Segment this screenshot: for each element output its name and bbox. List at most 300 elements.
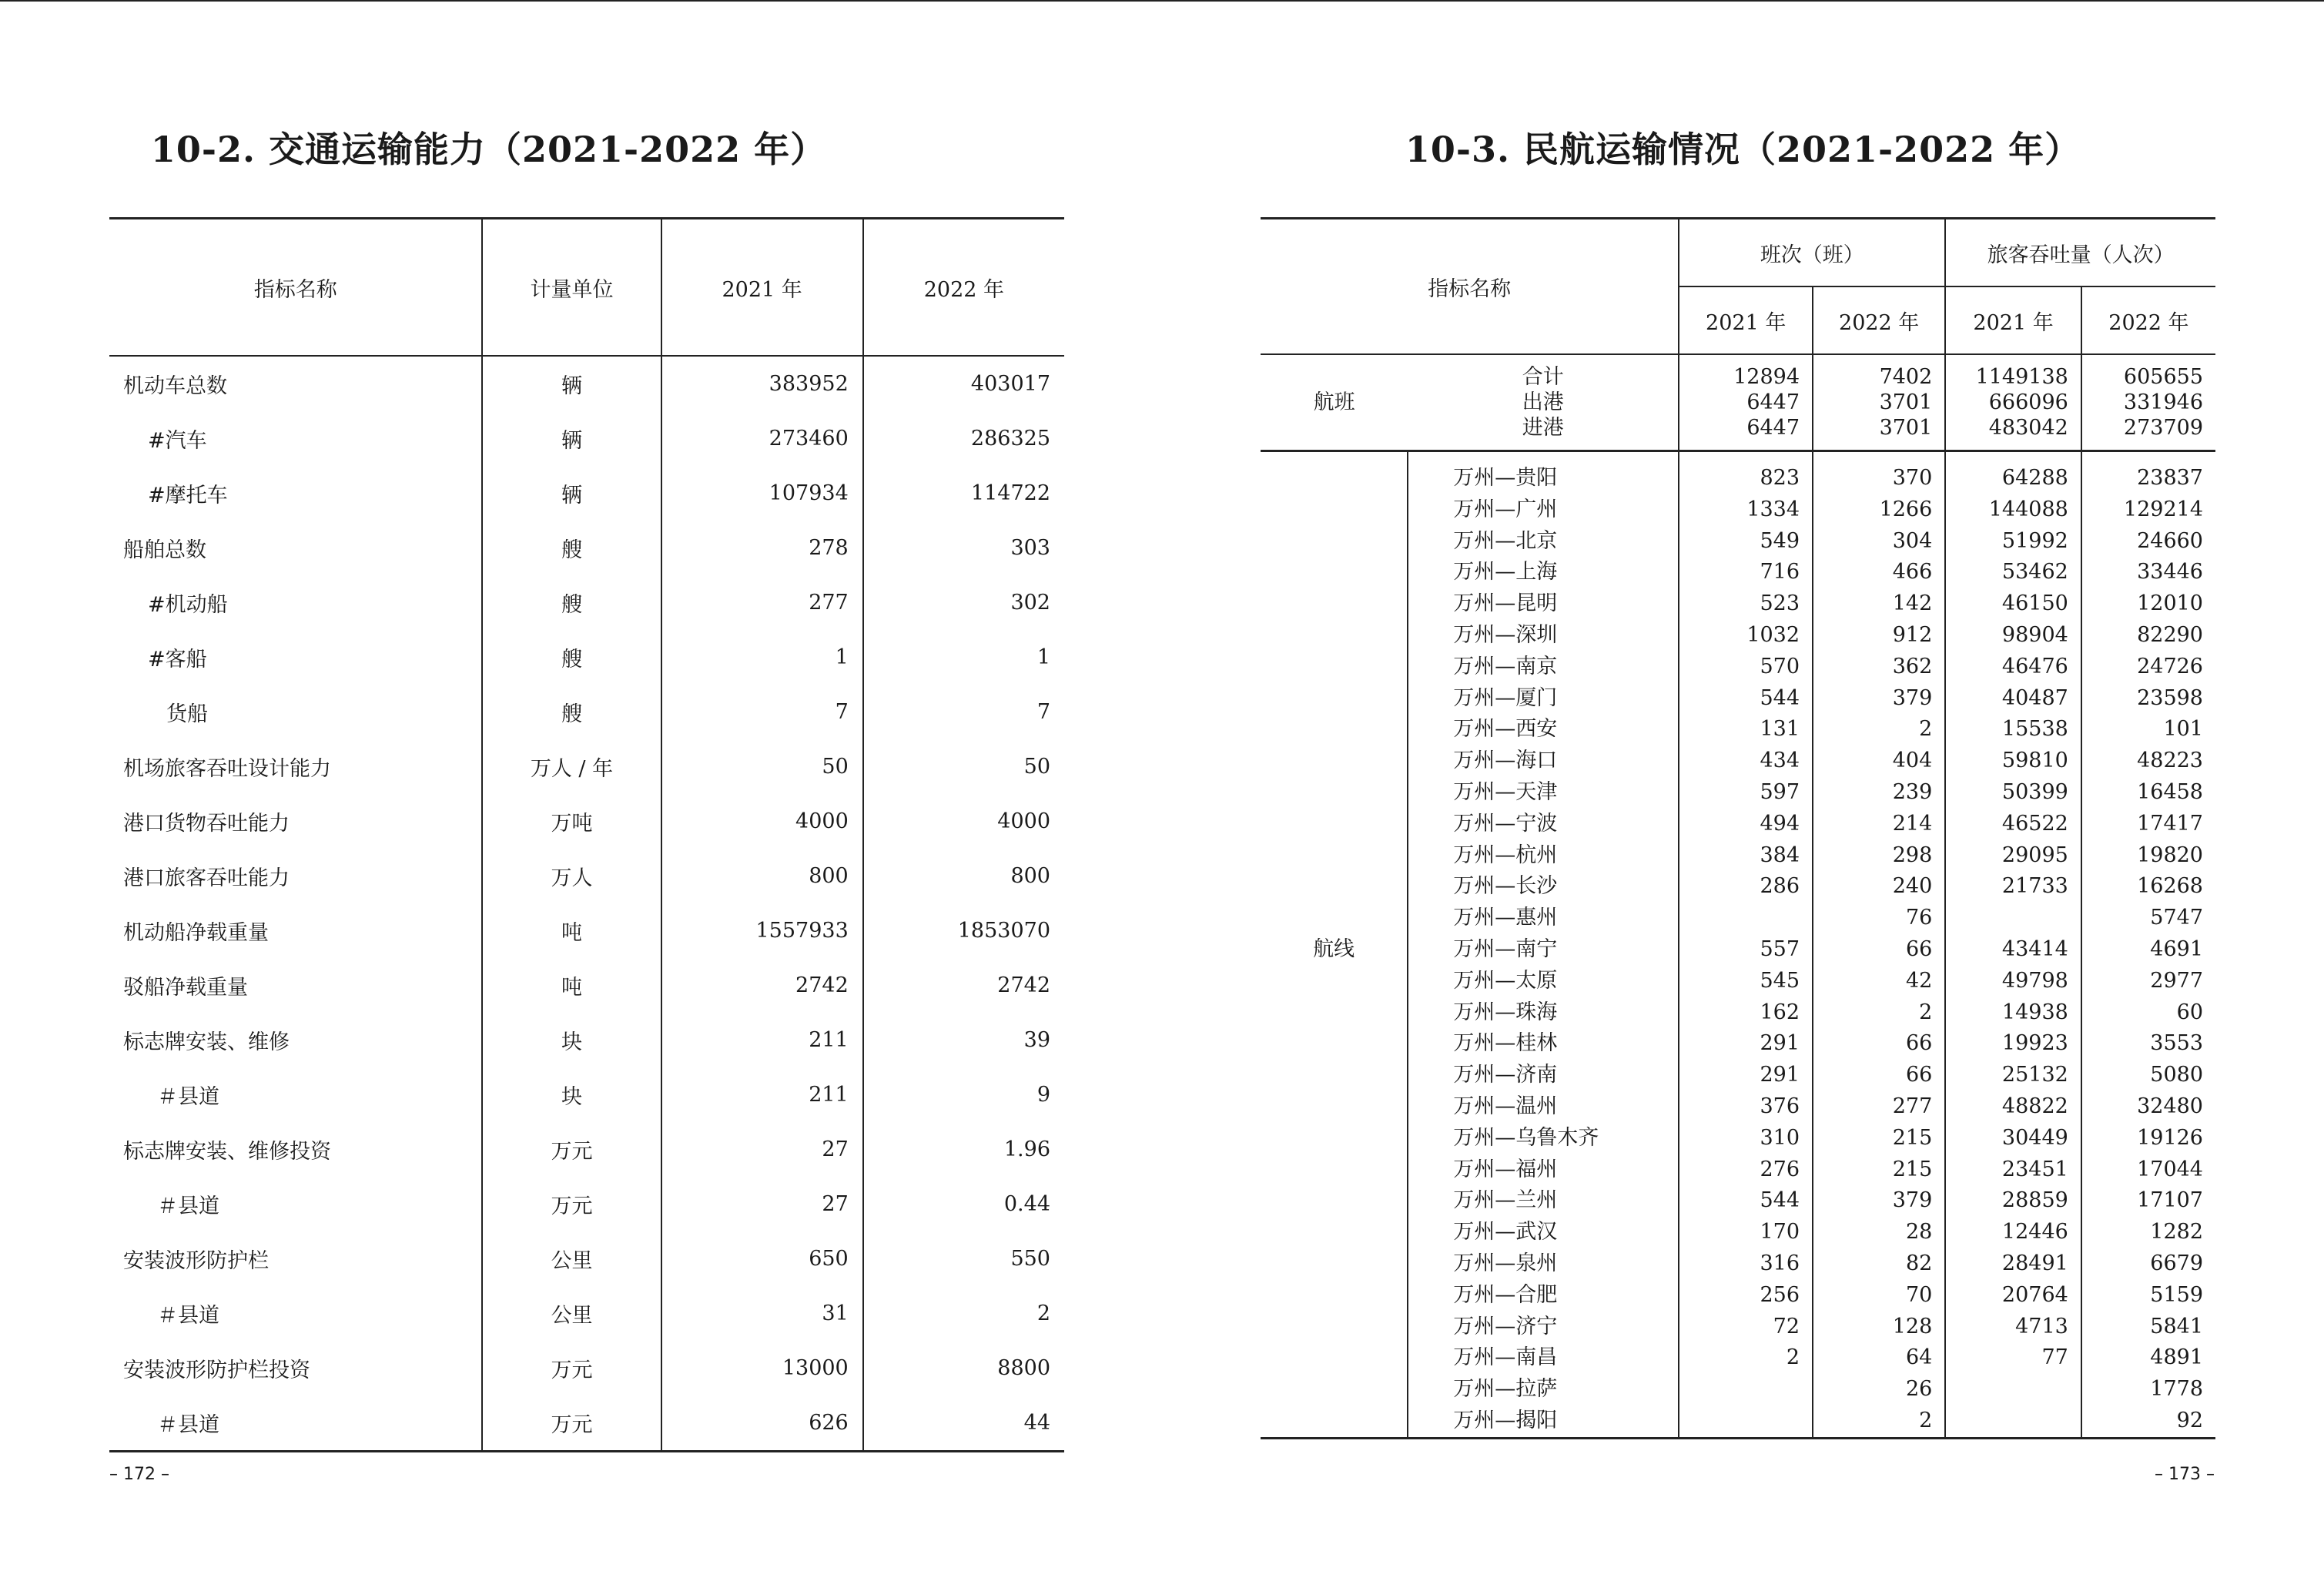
value-2021: 211 [661, 1013, 863, 1067]
flights-2021: 291 [1679, 1060, 1813, 1091]
flights-2022: 240 [1813, 871, 1945, 903]
indicator-name: 安装波形防护栏投资 [123, 1359, 310, 1382]
flights-2022-summary [1813, 354, 1945, 451]
passengers-2021: 28491 [1945, 1248, 2081, 1280]
value-2021: 31 [661, 1286, 863, 1341]
flights-2021 [1679, 1405, 1813, 1438]
flights-2021: 316 [1679, 1248, 1813, 1280]
passengers-2022: 17044 [2081, 1154, 2215, 1186]
flight-subcategory: 合计 [1522, 365, 1564, 389]
indicator-name: 标志牌安装、维修投资 [123, 1140, 331, 1164]
route-name: 万州—太原 [1408, 966, 1679, 997]
flights-2021: 716 [1679, 557, 1813, 588]
passengers-2022: 273709 [2123, 416, 2203, 440]
passengers-2022: 92 [2081, 1405, 2215, 1438]
value-2022: 114722 [863, 466, 1064, 521]
route-name: 万州—泉州 [1408, 1248, 1679, 1280]
flights-2021: 557 [1679, 934, 1813, 966]
value-2021: 626 [661, 1395, 863, 1452]
passengers-2022: 19820 [2081, 840, 2215, 872]
route-name: 万州—福州 [1408, 1154, 1679, 1186]
passengers-2022: 33446 [2081, 557, 2215, 588]
value-2022: 2 [863, 1286, 1064, 1341]
passengers-2021: 23451 [1945, 1154, 2081, 1186]
flight-subcategory: 进港 [1522, 416, 1564, 440]
flights-2021: 2 [1679, 1342, 1813, 1374]
header-flights: 班次（班） [1679, 219, 1945, 287]
civil-aviation-table [1261, 217, 2215, 1439]
value-2021: 1557933 [661, 903, 863, 958]
header-unit: 计量单位 [482, 219, 661, 357]
value-2021: 107934 [661, 466, 863, 521]
route-name: 万州—西安 [1408, 714, 1679, 745]
route-name: 万州—乌鲁木齐 [1408, 1123, 1679, 1154]
flights-2022: 3701 [1879, 416, 1933, 440]
flights-2021: 544 [1679, 683, 1813, 715]
passengers-2022: 32480 [2081, 1091, 2215, 1123]
flights-2021: 384 [1679, 840, 1813, 872]
passengers-2022: 6679 [2081, 1248, 2215, 1280]
route-name: 万州—昆明 [1408, 588, 1679, 620]
passengers-2022: 24726 [2081, 652, 2215, 683]
flight-subcategory: 出港 [1522, 390, 1564, 414]
route-name: 万州—厦门 [1408, 683, 1679, 715]
page-title-left: 10-2. 交通运输能力（2021-2022 年） [150, 129, 827, 170]
route-name: 万州—贵阳 [1408, 451, 1679, 494]
unit-cell: 辆 [482, 466, 661, 521]
passengers-2021: 28859 [1945, 1185, 2081, 1217]
passengers-2021: 14938 [1945, 997, 2081, 1029]
flights-2022: 3701 [1879, 390, 1933, 414]
value-2022: 550 [863, 1231, 1064, 1286]
table-row [109, 521, 1064, 575]
flights-2022: 66 [1813, 1028, 1945, 1060]
route-name: 万州—温州 [1408, 1091, 1679, 1123]
flights-2022: 66 [1813, 1060, 1945, 1091]
table-row [109, 1231, 1064, 1286]
unit-cell: 块 [482, 1013, 661, 1067]
transport-capacity-table [109, 217, 1064, 1452]
passengers-2021: 25132 [1945, 1060, 2081, 1091]
page-number-right: – 173 – [2155, 1465, 2215, 1484]
value-2021: 277 [661, 575, 863, 630]
flights-2022: 70 [1813, 1280, 1945, 1312]
passengers-2021: 46522 [1945, 809, 2081, 840]
flights-2022: 42 [1813, 966, 1945, 997]
passengers-2022: 17417 [2081, 809, 2215, 840]
flights-2022: 142 [1813, 588, 1945, 620]
passengers-2021: 43414 [1945, 934, 2081, 966]
passengers-2022: 19126 [2081, 1123, 2215, 1154]
passengers-2021: 40487 [1945, 683, 2081, 715]
flights-2021: 545 [1679, 966, 1813, 997]
table-row [109, 575, 1064, 630]
flights-2022: 370 [1813, 451, 1945, 494]
value-2022: 1853070 [863, 903, 1064, 958]
value-2022: 302 [863, 575, 1064, 630]
table-row [109, 794, 1064, 849]
passengers-2021: 4713 [1945, 1312, 2081, 1343]
table-row [109, 1286, 1064, 1341]
value-2021: 7 [661, 685, 863, 739]
route-name: 万州—天津 [1408, 777, 1679, 809]
passengers-2022-summary [2081, 354, 2215, 451]
value-2022: 1.96 [863, 1122, 1064, 1177]
passengers-2021: 51992 [1945, 526, 2081, 558]
flights-2022: 2 [1813, 714, 1945, 745]
flights-2021: 256 [1679, 1280, 1813, 1312]
flights-2022: 28 [1813, 1217, 1945, 1248]
flight-category: 航班 [1261, 354, 1408, 451]
flights-2021: 12894 [1733, 365, 1800, 389]
value-2021: 383952 [661, 356, 863, 411]
indicator-name: 港口旅客吞吐能力 [123, 866, 290, 890]
flights-2021: 6447 [1746, 390, 1800, 414]
unit-cell: 艘 [482, 521, 661, 575]
flights-2022: 1266 [1813, 494, 1945, 526]
header-passengers-2021: 2021 年 [1945, 286, 2081, 354]
table-row [109, 630, 1064, 685]
indicator-name: ＃县道 [157, 1085, 219, 1109]
passengers-2022: 605655 [2123, 365, 2203, 389]
value-2021: 211 [661, 1067, 863, 1122]
flights-2021: 570 [1679, 652, 1813, 683]
passengers-2021: 46150 [1945, 588, 2081, 620]
flights-2021: 131 [1679, 714, 1813, 745]
passengers-2022: 23598 [2081, 683, 2215, 715]
value-2022: 0.44 [863, 1177, 1064, 1231]
table-row [109, 411, 1064, 466]
indicator-name: 驳船净载重量 [123, 976, 248, 1000]
value-2021: 273460 [661, 411, 863, 466]
passengers-2021: 50399 [1945, 777, 2081, 809]
unit-cell: 公里 [482, 1231, 661, 1286]
flights-2022: 215 [1813, 1123, 1945, 1154]
passengers-2021: 29095 [1945, 840, 2081, 872]
flights-2022: 66 [1813, 934, 1945, 966]
flights-2022: 7402 [1879, 365, 1933, 389]
passengers-2022: 60 [2081, 997, 2215, 1029]
passengers-2022: 48223 [2081, 745, 2215, 777]
table-row [109, 1177, 1064, 1231]
flights-2021: 376 [1679, 1091, 1813, 1123]
passengers-2021: 49798 [1945, 966, 2081, 997]
passengers-2022: 17107 [2081, 1185, 2215, 1217]
flights-2022: 239 [1813, 777, 1945, 809]
indicator-name: #摩托车 [148, 484, 228, 508]
flights-2022: 362 [1813, 652, 1945, 683]
value-2022: 44 [863, 1395, 1064, 1452]
route-name: 万州—桂林 [1408, 1028, 1679, 1060]
passengers-2021: 1149138 [1975, 365, 2068, 389]
unit-cell: 万人 / 年 [482, 739, 661, 794]
unit-cell: 万元 [482, 1122, 661, 1177]
indicator-name: #汽车 [148, 429, 207, 453]
indicator-name: 货船 [166, 702, 208, 726]
route-row [1261, 451, 2215, 494]
passengers-2022: 4691 [2081, 934, 2215, 966]
indicator-name: #客船 [148, 648, 207, 672]
route-name: 万州—兰州 [1408, 1185, 1679, 1217]
flights-2021: 276 [1679, 1154, 1813, 1186]
header-flights-2022: 2022 年 [1813, 286, 1945, 354]
value-2022: 9 [863, 1067, 1064, 1122]
unit-cell: 艘 [482, 575, 661, 630]
flights-2022: 379 [1813, 683, 1945, 715]
route-name: 万州—济南 [1408, 1060, 1679, 1091]
passengers-2021: 48822 [1945, 1091, 2081, 1123]
value-2021: 27 [661, 1122, 863, 1177]
table-row [109, 903, 1064, 958]
passengers-2022: 5080 [2081, 1060, 2215, 1091]
table-row [109, 849, 1064, 903]
route-name: 万州—济宁 [1408, 1312, 1679, 1343]
flights-2022: 2 [1813, 997, 1945, 1029]
passengers-2022: 1778 [2081, 1374, 2215, 1405]
table-row [109, 1341, 1064, 1395]
table-body [1261, 354, 2215, 1438]
indicator-name: 船舶总数 [123, 538, 206, 562]
indicator-name: 港口货物吞吐能力 [123, 812, 290, 836]
flights-2022: 277 [1813, 1091, 1945, 1123]
unit-cell: 艘 [482, 630, 661, 685]
flights-2022: 466 [1813, 557, 1945, 588]
page-number-left: – 172 – [109, 1465, 169, 1484]
value-2021: 1 [661, 630, 863, 685]
value-2022: 4000 [863, 794, 1064, 849]
unit-cell: 公里 [482, 1286, 661, 1341]
flights-2022: 64 [1813, 1342, 1945, 1374]
value-2021: 800 [661, 849, 863, 903]
table-row [109, 356, 1064, 411]
flights-2021: 823 [1679, 451, 1813, 494]
unit-cell: 万人 [482, 849, 661, 903]
header-indicator-name: 指标名称 [109, 219, 482, 357]
unit-cell: 辆 [482, 356, 661, 411]
value-2021: 4000 [661, 794, 863, 849]
value-2022: 50 [863, 739, 1064, 794]
flights-2022: 128 [1813, 1312, 1945, 1343]
passengers-2022: 4891 [2081, 1342, 2215, 1374]
route-name: 万州—南昌 [1408, 1342, 1679, 1374]
table-row [109, 1122, 1064, 1177]
flights-2021-summary [1679, 354, 1813, 451]
passengers-2021: 46476 [1945, 652, 2081, 683]
value-2022: 8800 [863, 1341, 1064, 1395]
value-2021: 50 [661, 739, 863, 794]
unit-cell: 艘 [482, 685, 661, 739]
route-name: 万州—珠海 [1408, 997, 1679, 1029]
page-title-right: 10-3. 民航运输情况（2021-2022 年） [1405, 129, 2081, 170]
passengers-2021: 77 [1945, 1342, 2081, 1374]
route-category: 航线 [1261, 451, 1408, 1439]
passengers-2021: 30449 [1945, 1123, 2081, 1154]
indicator-name: 安装波形防护栏 [123, 1249, 269, 1273]
route-name: 万州—广州 [1408, 494, 1679, 526]
flights-2022: 404 [1813, 745, 1945, 777]
table-row [109, 739, 1064, 794]
table-row [109, 466, 1064, 521]
flights-2021: 523 [1679, 588, 1813, 620]
flights-2021 [1679, 903, 1813, 934]
route-name: 万州—惠州 [1408, 903, 1679, 934]
route-name: 万州—上海 [1408, 557, 1679, 588]
flight-subcategories [1408, 354, 1679, 451]
passengers-2021: 21733 [1945, 871, 2081, 903]
flights-2021: 291 [1679, 1028, 1813, 1060]
header-flights-2021: 2021 年 [1679, 286, 1813, 354]
value-2021: 13000 [661, 1341, 863, 1395]
value-2022: 2742 [863, 958, 1064, 1013]
passengers-2021: 53462 [1945, 557, 2081, 588]
indicator-name: ＃县道 [157, 1304, 219, 1328]
indicator-name: ＃县道 [157, 1194, 219, 1218]
table-row [109, 685, 1064, 739]
passengers-2022: 2977 [2081, 966, 2215, 997]
route-name: 万州—海口 [1408, 745, 1679, 777]
value-2022: 800 [863, 849, 1064, 903]
passengers-2021: 15538 [1945, 714, 2081, 745]
passengers-2021: 59810 [1945, 745, 2081, 777]
flights-2021: 1334 [1679, 494, 1813, 526]
indicator-name: 机场旅客吞吐设计能力 [123, 757, 331, 781]
passengers-2021: 19923 [1945, 1028, 2081, 1060]
unit-cell: 块 [482, 1067, 661, 1122]
table-row [109, 1395, 1064, 1452]
passengers-2021: 98904 [1945, 620, 2081, 652]
flights-2022: 76 [1813, 903, 1945, 934]
flights-2021: 286 [1679, 871, 1813, 903]
table-body [109, 356, 1064, 1452]
passengers-2022: 5747 [2081, 903, 2215, 934]
passengers-2022: 5841 [2081, 1312, 2215, 1343]
passengers-2022: 12010 [2081, 588, 2215, 620]
unit-cell: 万元 [482, 1395, 661, 1452]
flight-summary-row [1261, 354, 2215, 451]
route-name: 万州—北京 [1408, 526, 1679, 558]
flights-2021: 170 [1679, 1217, 1813, 1248]
value-2021: 278 [661, 521, 863, 575]
unit-cell: 辆 [482, 411, 661, 466]
flights-2022: 298 [1813, 840, 1945, 872]
passengers-2022: 16268 [2081, 871, 2215, 903]
unit-cell: 万吨 [482, 794, 661, 849]
flights-2022: 379 [1813, 1185, 1945, 1217]
header-2022: 2022 年 [863, 219, 1064, 357]
route-name: 万州—拉萨 [1408, 1374, 1679, 1405]
table-row [109, 958, 1064, 1013]
indicator-name: 机动船净载重量 [123, 921, 269, 945]
passengers-2022: 24660 [2081, 526, 2215, 558]
passengers-2021-summary [1945, 354, 2081, 451]
table-row [109, 1013, 1064, 1067]
route-name: 万州—长沙 [1408, 871, 1679, 903]
table-header-row [109, 219, 1064, 357]
passengers-2022: 16458 [2081, 777, 2215, 809]
flights-2021: 597 [1679, 777, 1813, 809]
flights-2022: 304 [1813, 526, 1945, 558]
header-passengers: 旅客吞吐量（人次） [1945, 219, 2215, 287]
indicator-name: 机动车总数 [123, 374, 227, 398]
value-2021: 2742 [661, 958, 863, 1013]
value-2022: 303 [863, 521, 1064, 575]
flights-2022: 26 [1813, 1374, 1945, 1405]
flights-2021: 162 [1679, 997, 1813, 1029]
header-indicator-name: 指标名称 [1261, 219, 1679, 355]
route-name: 万州—宁波 [1408, 809, 1679, 840]
passengers-2022: 1282 [2081, 1217, 2215, 1248]
value-2022: 403017 [863, 356, 1064, 411]
value-2022: 1 [863, 630, 1064, 685]
header-2021: 2021 年 [661, 219, 863, 357]
passengers-2021: 12446 [1945, 1217, 2081, 1248]
unit-cell: 万元 [482, 1341, 661, 1395]
flights-2022: 2 [1813, 1405, 1945, 1438]
table-header-row-1 [1261, 219, 2215, 287]
passengers-2021: 20764 [1945, 1280, 2081, 1312]
indicator-name: ＃县道 [109, 1395, 482, 1452]
passengers-2021: 144088 [1945, 494, 2081, 526]
passengers-2021: 666096 [1988, 390, 2068, 414]
passengers-2021 [1945, 903, 2081, 934]
passengers-2022: 5159 [2081, 1280, 2215, 1312]
flights-2022: 214 [1813, 809, 1945, 840]
passengers-2022: 331946 [2123, 390, 2203, 414]
unit-cell: 吨 [482, 903, 661, 958]
header-passengers-2022: 2022 年 [2081, 286, 2215, 354]
passengers-2021 [1945, 1374, 2081, 1405]
passengers-2022: 23837 [2081, 451, 2215, 494]
indicator-name: #机动船 [148, 593, 228, 617]
value-2022: 286325 [863, 411, 1064, 466]
flights-2021: 6447 [1746, 416, 1800, 440]
flights-2021: 494 [1679, 809, 1813, 840]
flights-2022: 215 [1813, 1154, 1945, 1186]
flights-2021: 434 [1679, 745, 1813, 777]
passengers-2021: 483042 [1988, 416, 2068, 440]
passengers-2021: 64288 [1945, 451, 2081, 494]
flights-2021: 310 [1679, 1123, 1813, 1154]
flights-2022: 82 [1813, 1248, 1945, 1280]
indicator-name: 标志牌安装、维修 [123, 1030, 290, 1054]
route-name: 万州—武汉 [1408, 1217, 1679, 1248]
value-2021: 650 [661, 1231, 863, 1286]
route-name: 万州—揭阳 [1408, 1405, 1679, 1438]
passengers-2022: 82290 [2081, 620, 2215, 652]
unit-cell: 吨 [482, 958, 661, 1013]
flights-2021: 1032 [1679, 620, 1813, 652]
route-name: 万州—杭州 [1408, 840, 1679, 872]
flights-2021: 549 [1679, 526, 1813, 558]
flights-2022: 912 [1813, 620, 1945, 652]
passengers-2022: 3553 [2081, 1028, 2215, 1060]
route-name: 万州—深圳 [1408, 620, 1679, 652]
passengers-2021 [1945, 1405, 2081, 1438]
route-name: 万州—南宁 [1408, 934, 1679, 966]
route-name: 万州—合肥 [1408, 1280, 1679, 1312]
flights-2021 [1679, 1374, 1813, 1405]
value-2022: 7 [863, 685, 1064, 739]
value-2022: 39 [863, 1013, 1064, 1067]
value-2021: 27 [661, 1177, 863, 1231]
route-name: 万州—南京 [1408, 652, 1679, 683]
page-right [1162, 0, 2324, 1588]
flights-2021: 72 [1679, 1312, 1813, 1343]
flights-2021: 544 [1679, 1185, 1813, 1217]
passengers-2022: 101 [2081, 714, 2215, 745]
passengers-2022: 129214 [2081, 494, 2215, 526]
unit-cell: 万元 [482, 1177, 661, 1231]
